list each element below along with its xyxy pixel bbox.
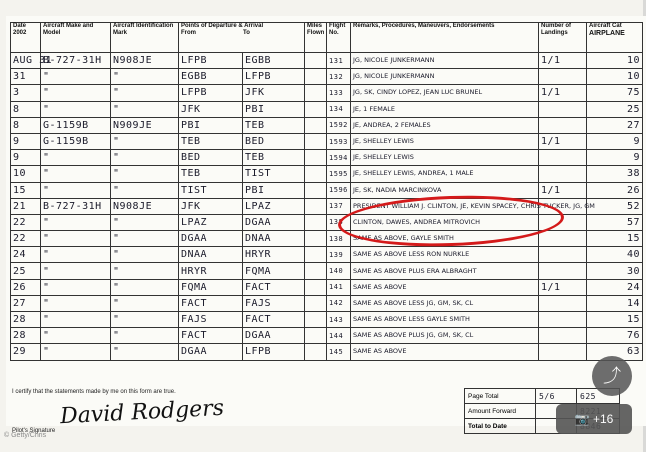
remarks: JE, 1 FEMALE [351, 101, 539, 117]
log-date: 29 [11, 344, 41, 360]
aircraft-make: " [41, 182, 111, 198]
share-button[interactable] [592, 356, 632, 396]
remarks: SAME AS ABOVE LESS RON NURKLE [351, 247, 539, 263]
depart-from: LFPB [179, 85, 243, 101]
remarks: SAME AS ABOVE [351, 279, 539, 295]
aircraft-make: G-1159B [41, 133, 111, 149]
depart-from: FACT [179, 295, 243, 311]
table-row [11, 231, 643, 247]
aircraft-ident: " [111, 214, 179, 230]
miles-flown [305, 295, 327, 311]
photo-credit: © Getty/Chris [4, 432, 47, 439]
landings: 1/1 [539, 85, 587, 101]
log-date: 24 [11, 247, 41, 263]
aircraft-make: " [41, 85, 111, 101]
col-remarks: Remarks, Procedures, Maneuvers, Endorsements [351, 23, 539, 53]
log-date: 15 [11, 182, 41, 198]
miles-flown [305, 166, 327, 182]
landings [539, 166, 587, 182]
depart-from: DGAA [179, 344, 243, 360]
page-total-label: Page Total [465, 389, 536, 404]
aircraft-time: 10 [587, 69, 643, 85]
log-date: 28 [11, 312, 41, 328]
log-date: 21 [11, 198, 41, 214]
col-landings: Number of Landings [539, 23, 587, 53]
flight-no: 142 [327, 295, 351, 311]
remarks: SAME AS ABOVE PLUS ERA ALBRAGHT [351, 263, 539, 279]
flight-no: 138 [327, 214, 351, 230]
flight-no: 1594 [327, 150, 351, 166]
aircraft-time: 27 [587, 117, 643, 133]
aircraft-make: " [41, 312, 111, 328]
miles-flown [305, 263, 327, 279]
arrive-to: FAJS [243, 295, 305, 311]
table-row [11, 117, 643, 133]
depart-from: JFK [179, 198, 243, 214]
share-icon: ⤴ [603, 366, 621, 386]
aircraft-ident: " [111, 312, 179, 328]
flight-no: 145 [327, 344, 351, 360]
aircraft-time: 10 [587, 53, 643, 69]
col-make: Aircraft Make and Model [41, 23, 111, 53]
remarks: SAME AS ABOVE LESS JG, GM, SK, CL [351, 295, 539, 311]
flight-no: 139 [327, 247, 351, 263]
aircraft-time: 24 [587, 279, 643, 295]
aircraft-make: " [41, 69, 111, 85]
col-ident: Aircraft Identification Mark [111, 23, 179, 53]
flight-no: 144 [327, 328, 351, 344]
depart-from: JFK [179, 101, 243, 117]
log-date: 8 [11, 117, 41, 133]
aircraft-time: 38 [587, 166, 643, 182]
gallery-button[interactable] [556, 404, 632, 434]
landings [539, 247, 587, 263]
remarks: JG, NICOLE JUNKERMANN [351, 53, 539, 69]
aircraft-ident: " [111, 247, 179, 263]
depart-from: TEB [179, 133, 243, 149]
landings [539, 231, 587, 247]
aircraft-make: " [41, 166, 111, 182]
table-row [11, 69, 643, 85]
aircraft-time: 25 [587, 101, 643, 117]
aircraft-time: 9 [587, 150, 643, 166]
depart-from: FQMA [179, 279, 243, 295]
landings [539, 150, 587, 166]
aircraft-ident: " [111, 344, 179, 360]
flight-log-table [10, 22, 643, 361]
depart-from: TIST [179, 182, 243, 198]
aircraft-ident: " [111, 150, 179, 166]
aircraft-ident: " [111, 295, 179, 311]
aircraft-ident: " [111, 101, 179, 117]
log-date: 31 [11, 69, 41, 85]
aircraft-time: 15 [587, 231, 643, 247]
arrive-to: HRYR [243, 247, 305, 263]
aircraft-make: B-727-31H [41, 53, 111, 69]
pilot-signature: David Rodgers [59, 395, 225, 430]
log-date: 28 [11, 328, 41, 344]
arrive-to: FACT [243, 279, 305, 295]
table-row [11, 312, 643, 328]
aircraft-time: 14 [587, 295, 643, 311]
remarks: JE, SHELLEY LEWIS [351, 133, 539, 149]
log-date: 22 [11, 231, 41, 247]
table-row [11, 166, 643, 182]
aircraft-ident: " [111, 182, 179, 198]
arrive-to: DNAA [243, 231, 305, 247]
aircraft-time: 30 [587, 263, 643, 279]
aircraft-ident: " [111, 69, 179, 85]
miles-flown [305, 182, 327, 198]
aircraft-ident: " [111, 279, 179, 295]
miles-flown [305, 247, 327, 263]
log-date: AUG 31 [11, 53, 41, 69]
col-flight: Flight No. [327, 23, 351, 53]
log-date: 9 [11, 133, 41, 149]
miles-flown [305, 328, 327, 344]
miles-flown [305, 279, 327, 295]
log-date: 27 [11, 295, 41, 311]
landings [539, 344, 587, 360]
page-total-value: 625 [577, 389, 620, 404]
aircraft-time: 75 [587, 85, 643, 101]
log-date: 26 [11, 279, 41, 295]
flight-no: 131 [327, 53, 351, 69]
aircraft-ident: " [111, 85, 179, 101]
arrive-to: DGAA [243, 328, 305, 344]
depart-from: DGAA [179, 231, 243, 247]
table-row [11, 295, 643, 311]
depart-from: PBI [179, 117, 243, 133]
landings: 1/1 [539, 53, 587, 69]
depart-from: DNAA [179, 247, 243, 263]
flight-no: 143 [327, 312, 351, 328]
landings [539, 117, 587, 133]
flight-no: 1595 [327, 166, 351, 182]
remarks: JE, SHELLEY LEWIS, ANDREA, 1 MALE [351, 166, 539, 182]
arrive-to: TEB [243, 150, 305, 166]
aircraft-make: " [41, 344, 111, 360]
depart-from: TEB [179, 166, 243, 182]
remarks: JE, SK, NADIA MARCINKOVA [351, 182, 539, 198]
landings [539, 69, 587, 85]
remarks: CLINTON, DAWES, ANDREA MITROVICH [351, 214, 539, 230]
camera-icon: 📷 [574, 412, 590, 426]
miles-flown [305, 101, 327, 117]
arrive-to: DGAA [243, 214, 305, 230]
landings [539, 263, 587, 279]
table-row [11, 53, 643, 69]
aircraft-make: " [41, 231, 111, 247]
amount-forward-label: Amount Forward [465, 404, 536, 419]
remarks: SAME AS ABOVE, GAYLE SMITH [351, 231, 539, 247]
table-row [11, 328, 643, 344]
flight-no: 138 [327, 231, 351, 247]
miles-flown [305, 117, 327, 133]
aircraft-time: 9 [587, 133, 643, 149]
miles-flown [305, 85, 327, 101]
depart-from: LFPB [179, 53, 243, 69]
miles-flown [305, 312, 327, 328]
arrive-to: TEB [243, 117, 305, 133]
aircraft-ident: N908JE [111, 198, 179, 214]
remarks: SAME AS ABOVE [351, 344, 539, 360]
log-date: 25 [11, 263, 41, 279]
col-aircraft-cat: Aircraft Cat AIRPLANE [587, 23, 643, 53]
remarks: JE, SHELLEY LEWIS [351, 150, 539, 166]
arrive-to: JFK [243, 85, 305, 101]
depart-from: FACT [179, 328, 243, 344]
flight-no: 1593 [327, 133, 351, 149]
miles-flown [305, 133, 327, 149]
table-row [11, 182, 643, 198]
aircraft-make: " [41, 328, 111, 344]
aircraft-make: " [41, 247, 111, 263]
flight-no: 134 [327, 101, 351, 117]
aircraft-time: 40 [587, 247, 643, 263]
aircraft-make: " [41, 279, 111, 295]
aircraft-ident: " [111, 133, 179, 149]
aircraft-make: G-1159B [41, 117, 111, 133]
flight-no: 1596 [327, 182, 351, 198]
aircraft-ident: N909JE [111, 117, 179, 133]
remarks: JG, SK, CINDY LOPEZ, JEAN LUC BRUNEL [351, 85, 539, 101]
arrive-to: PBI [243, 182, 305, 198]
aircraft-time: 52 [587, 198, 643, 214]
arrive-to: LFPB [243, 344, 305, 360]
aircraft-time: 15 [587, 312, 643, 328]
table-row [11, 101, 643, 117]
miles-flown [305, 198, 327, 214]
landings: 1/1 [539, 133, 587, 149]
miles-flown [305, 344, 327, 360]
flight-no: 133 [327, 85, 351, 101]
remarks: PRESIDENT WILLIAM J. CLINTON, JE, KEVIN SPACEY, CHRIS TUCKER, JG, GM [351, 198, 539, 214]
arrive-to: FQMA [243, 263, 305, 279]
signature-label: Pilot's Signature [12, 428, 56, 434]
certify-text: I certify that the statements made by me on this form are true. [12, 389, 176, 395]
landings [539, 295, 587, 311]
remarks: JE, ANDREA, 2 FEMALES [351, 117, 539, 133]
aircraft-time: 57 [587, 214, 643, 230]
depart-from: HRYR [179, 263, 243, 279]
aircraft-ident: " [111, 263, 179, 279]
arrive-to: EGBB [243, 53, 305, 69]
aircraft-time: 76 [587, 328, 643, 344]
depart-from: EGBB [179, 69, 243, 85]
table-row [11, 85, 643, 101]
aircraft-ident: N908JE [111, 53, 179, 69]
table-row [11, 263, 643, 279]
miles-flown [305, 214, 327, 230]
arrive-to: LPAZ [243, 198, 305, 214]
col-date: Date 2002 [11, 23, 41, 53]
log-date: 8 [11, 101, 41, 117]
table-row [11, 150, 643, 166]
arrive-to: LFPB [243, 69, 305, 85]
aircraft-ident: " [111, 166, 179, 182]
aircraft-make: " [41, 295, 111, 311]
miles-flown [305, 231, 327, 247]
aircraft-make: " [41, 150, 111, 166]
total-to-date-label: Total to Date [465, 419, 536, 434]
landings [539, 328, 587, 344]
aircraft-ident: " [111, 328, 179, 344]
landings [539, 312, 587, 328]
aircraft-make: " [41, 214, 111, 230]
miles-flown [305, 53, 327, 69]
remarks: SAME AS ABOVE LESS GAYLE SMITH [351, 312, 539, 328]
col-miles: Miles Flown [305, 23, 327, 53]
table-row [11, 247, 643, 263]
arrive-to: FACT [243, 312, 305, 328]
flight-no: 132 [327, 69, 351, 85]
depart-from: FAJS [179, 312, 243, 328]
aircraft-time: 63 [587, 344, 643, 360]
log-date: 10 [11, 166, 41, 182]
table-row [11, 133, 643, 149]
aircraft-make: B-727-31H [41, 198, 111, 214]
gallery-count: +16 [592, 412, 614, 426]
arrive-to: PBI [243, 101, 305, 117]
aircraft-time: 26 [587, 182, 643, 198]
flight-no: 141 [327, 279, 351, 295]
miles-flown [305, 150, 327, 166]
col-points: Points of Departure & Arrival From To [179, 23, 305, 53]
aircraft-make: " [41, 263, 111, 279]
landings: 1/1 [539, 279, 587, 295]
table-row [11, 344, 643, 360]
depart-from: BED [179, 150, 243, 166]
depart-from: LPAZ [179, 214, 243, 230]
table-row [11, 279, 643, 295]
remarks: SAME AS ABOVE PLUS JG, GM, SK, CL [351, 328, 539, 344]
page-total-landings: 5/6 [536, 389, 577, 404]
flight-no: 140 [327, 263, 351, 279]
aircraft-ident: " [111, 231, 179, 247]
log-date: 3 [11, 85, 41, 101]
aircraft-make: " [41, 101, 111, 117]
log-date: 22 [11, 214, 41, 230]
remarks: JG, NICOLE JUNKERMANN [351, 69, 539, 85]
landings: 1/1 [539, 182, 587, 198]
flight-no: 1592 [327, 117, 351, 133]
landings [539, 101, 587, 117]
arrive-to: TIST [243, 166, 305, 182]
log-date: 9 [11, 150, 41, 166]
arrive-to: BED [243, 133, 305, 149]
miles-flown [305, 69, 327, 85]
flight-no: 137 [327, 198, 351, 214]
